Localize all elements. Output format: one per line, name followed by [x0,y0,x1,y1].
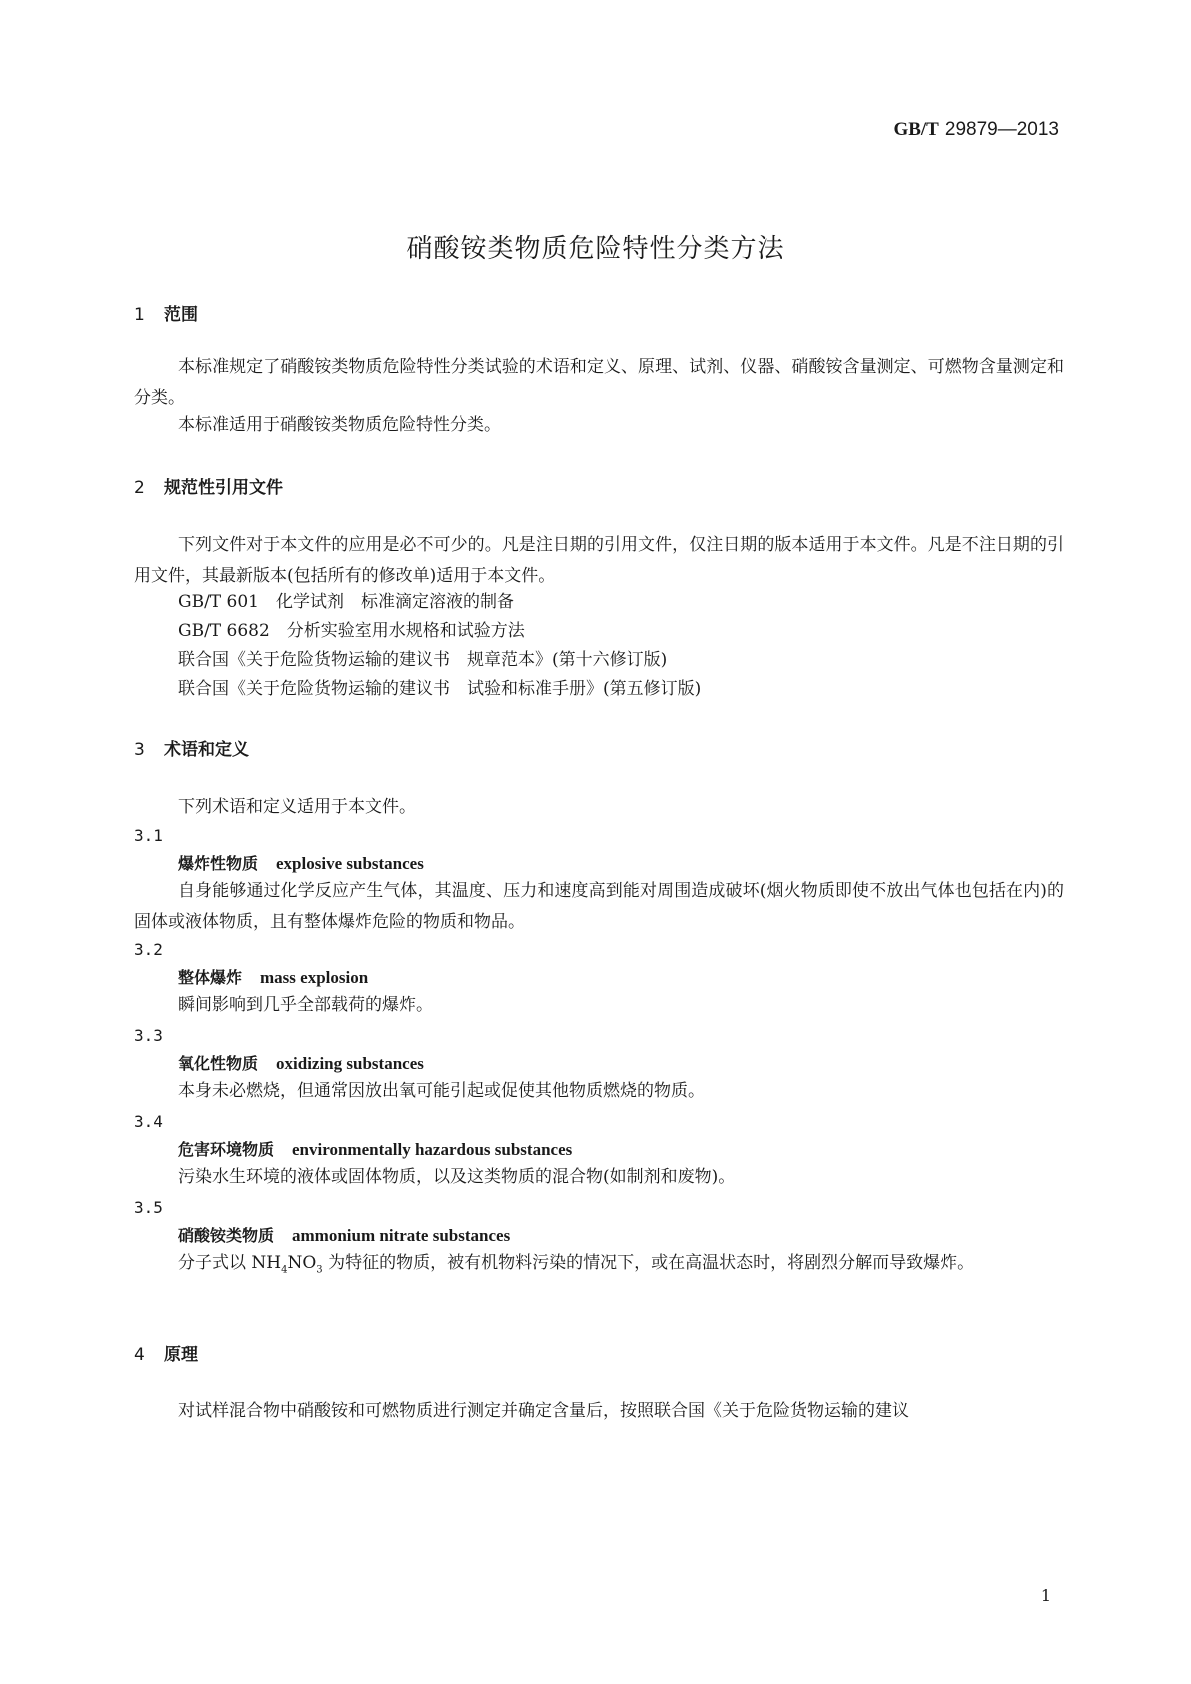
standard-number: GB/T 29879—2013 [893,119,1059,140]
term-number: 3.1 [134,826,163,845]
normative-ref: GB/T 601 化学试剂 标准滴定溶液的制备 [178,592,514,612]
term-definition: 污染水生环境的液体或固体物质，以及这类物质的混合物(如制剂和废物)。 [178,1167,736,1187]
section-1-para-1: 本标准规定了硝酸铵类物质危险特性分类试验的术语和定义、原理、试剂、仪器、硝酸铵含量测定、可燃物含量测定和分类。 [134,357,1064,408]
section-3-intro: 下列术语和定义适用于本文件。 [178,797,416,817]
normative-ref: GB/T 6682 分析实验室用水规格和试验方法 [178,621,525,641]
section-4-heading: 4 原理 [134,1345,198,1365]
term-definition: 瞬间影响到几乎全部载荷的爆炸。 [178,995,433,1015]
term-heading: 硝酸铵类物质 ammonium nitrate substances [178,1226,511,1245]
page-number: 1 [1040,1586,1051,1605]
term-number: 3.5 [134,1198,163,1217]
normative-ref: 联合国《关于危险货物运输的建议书 规章范本》(第十六修订版) [178,650,668,670]
term-number: 3.3 [134,1026,163,1045]
term-definition: 本身未必燃烧，但通常因放出氧可能引起或促使其他物质燃烧的物质。 [178,1081,705,1101]
term-definition: 分子式以 $NH_4NO_3$ 为特征的物质，被有机物料污染的情况下，或在高温状态时，将剧烈分解而导致爆炸。 [178,1253,975,1276]
term-heading: 爆炸性物质 explosive substances [178,854,424,873]
section-4-para-1: 对试样混合物中硝酸铵和可燃物质进行测定并确定含量后，按照联合国《关于危险货物运输的建议 [178,1401,909,1421]
section-2-heading: 2 规范性引用文件 [134,478,283,498]
section-1-heading: 1 范围 [134,305,198,325]
section-3-heading: 3 术语和定义 [134,740,249,760]
normative-ref: 联合国《关于危险货物运输的建议书 试验和标准手册》(第五修订版) [178,679,702,699]
term-number: 3.2 [134,940,163,959]
term-definition: 自身能够通过化学反应产生气体，其温度、压力和速度高到能对周围造成破坏(烟火物质即使不放出气体也包括在内)的固体或液体物质，且有整体爆炸危险的物质和物品。 [134,881,1064,932]
term-heading: 氧化性物质 oxidizing substances [178,1054,424,1073]
term-heading: 整体爆炸 mass explosion [178,968,369,987]
section-1-para-2: 本标准适用于硝酸铵类物质危险特性分类。 [178,415,501,435]
document-title: 硝酸铵类物质危险特性分类方法 [406,234,785,264]
term-heading: 危害环境物质 environmentally hazardous substances [178,1140,573,1159]
section-2-para-1: 下列文件对于本文件的应用是必不可少的。凡是注日期的引用文件，仅注日期的版本适用于本文件。凡是不注日期的引用文件，其最新版本(包括所有的修改单)适用于本文件。 [134,535,1064,586]
term-number: 3.4 [134,1112,163,1131]
